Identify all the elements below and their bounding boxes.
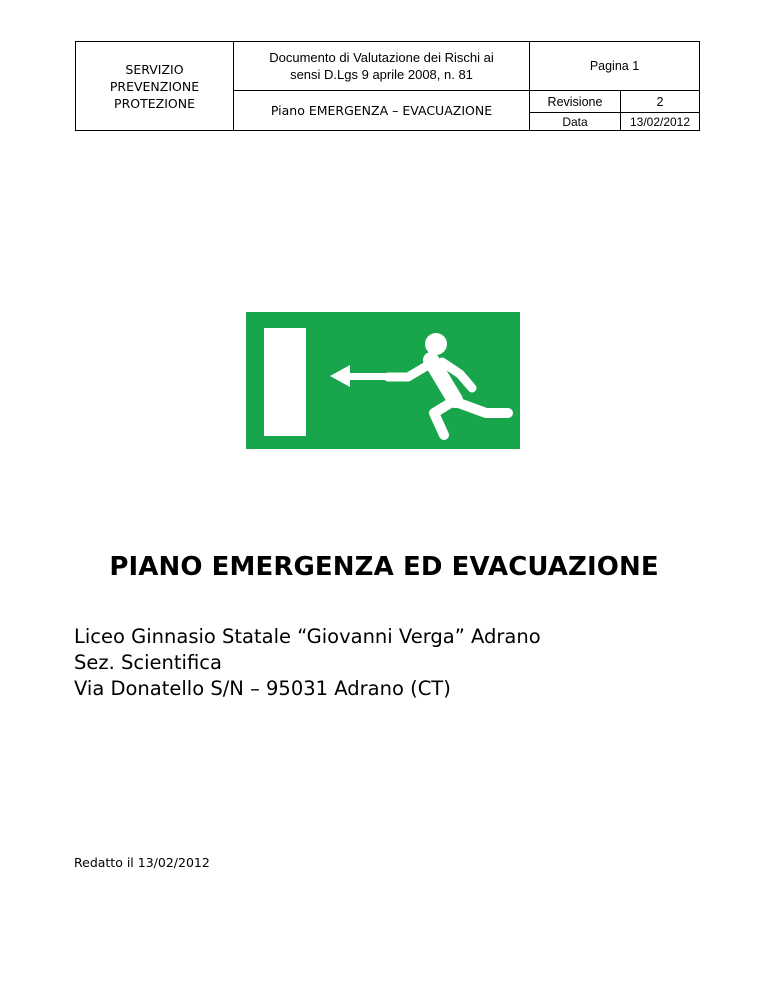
address-line-3: Via Donatello S/N – 95031 Adrano (CT) xyxy=(74,677,451,700)
service-line-3: PROTEZIONE xyxy=(114,95,195,111)
school-address xyxy=(74,624,541,702)
doc-title-line-1: Documento di Valutazione dei Rischi ai xyxy=(269,50,494,65)
document-header-table xyxy=(75,41,700,131)
service-cell xyxy=(76,42,234,131)
doc-title-line-2: sensi D.Lgs 9 aprile 2008, n. 81 xyxy=(290,67,473,82)
page-cell: Pagina 1 xyxy=(530,42,700,91)
drafted-date: Redatto il 13/02/2012 xyxy=(74,855,210,870)
service-line-1: SERVIZIO xyxy=(125,61,184,77)
address-line-2: Sez. Scientifica xyxy=(74,651,222,674)
page-title: PIANO EMERGENZA ED EVACUAZIONE xyxy=(109,552,659,582)
revision-label-cell: Revisione xyxy=(530,91,621,113)
service-line-2: PREVENZIONE xyxy=(109,78,200,94)
date-value-cell: 13/02/2012 xyxy=(621,113,700,131)
doc-title-cell xyxy=(234,42,530,91)
date-label-cell: Data xyxy=(530,113,621,131)
address-line-1: Liceo Ginnasio Statale “Giovanni Verga” Adrano xyxy=(74,625,541,648)
plan-name-cell: Piano EMERGENZA – EVACUAZIONE xyxy=(234,91,530,131)
emergency-exit-sign-icon xyxy=(246,312,520,449)
revision-value-cell: 2 xyxy=(621,91,700,113)
